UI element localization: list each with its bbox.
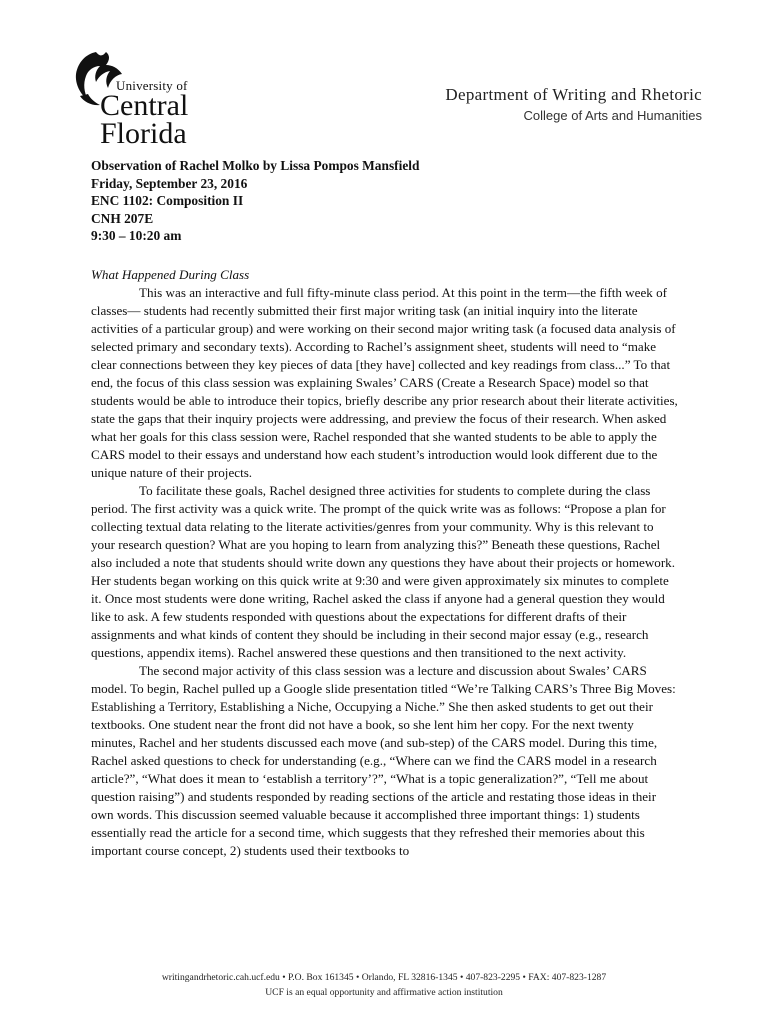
footer-eoe: UCF is an equal opportunity and affirmative action institution [265,987,503,998]
logo-florida: Florida [100,117,187,150]
department-header [445,85,702,123]
document-body [91,266,679,859]
paragraph-3: The second major activity of this class session was a lecture and discussion about Swales’ CARS model. To begin, Rachel pulled up a Google slide presentation titled “We’re Talking CARS’s Three Big Moves: Establishing a Territory, Establishing a Niche, Occupying a Niche.” She then asked students to get out their textbooks. One student near the front did not have a book, so she lent him her copy. For the next twenty minutes, Rachel and her students discussed each move (and sub-step) of the CARS model. During this time, Rachel asked questions to check for understanding (e.g., “Where can we find the CARS model in a research article?”, “What does it mean to ‘establish a territory’?”, “What is a topic generalization?”, “Tell me about question raising”) and students responded by reading sections of the article and restating those ideas in their own words. This discussion seemed valuable because it accomplished three important things: 1) students essentially read the article for a second time, which suggests that they refreshed their memories about this important course concept, 2) students used their textbooks to [91,662,676,858]
ucf-logo [66,48,236,148]
room: CNH 207E [91,210,154,226]
class-time: 9:30 – 10:20 am [91,228,182,244]
logo-central: Central [100,89,189,122]
college-name: College of Arts and Humanities [523,108,702,123]
paragraph-2: To facilitate these goals, Rachel designed three activities for students to complete during the class period. The first activity was a quick write. The prompt of the quick write was as follows: “Propose a plan for collecting textual data relating to the literate activities/genres from your community. Why is this relevant to your research question? What are you hoping to learn from analyzing this?” Beneath these questions, Rachel also included a note that students should write down any questions they have about their projects or homework. Her students began working on this quick write at 9:30 and were given approximately six minutes to complete it. Once most students were done writing, Rachel asked the class if anyone had a general question they would like to ask. A few students responded with questions about the expectations for different drafts of their assignments and what kinds of content they should be including in their second major essay (e.g., research questions, appendix items). Rachel answered these questions and then transitioned to the next activity. [91,482,676,660]
footer-contact: writingandrhetoric.cah.ucf.edu • P.O. Box 161345 • Orlando, FL 32816-1345 • 407-823-2295 • FAX: 407-823-1287 [161,972,607,983]
section-title: What Happened During Class [91,267,250,282]
observation-date: Friday, September 23, 2016 [91,175,248,191]
observation-title: Observation of Rachel Molko by Lissa Pompos Mansfield [91,158,420,173]
logo-university-of: University of [116,78,188,93]
page-footer [0,970,768,1000]
department-name: Department of Writing and Rhetoric [445,85,702,104]
observation-heading [91,157,681,245]
paragraph-1: This was an interactive and full fifty-minute class period. At this point in the term—the fifth week of classes— students had recently submitted their first major writing task (an initial inquiry into the literate activities of a particular group) and were working on their second major writing task (a focused data analysis of selected primary and secondary texts). According to Rachel’s assignment sheet, students will need to “make clear connections between they key pieces of data [they have] collected and key readings from class...” To that end, the focus of this class session was explaining Swales’ CARS (Create a Research Space) model so that students would be able to introduce their topics, briefly describe any prior research about their literate activities, state the gaps that their inquiry projects were addressing, and preview the focus of their research. When asked what her goals for this class session were, Rachel responded that she wanted students to be able to apply the CARS model to their essays and understand how each student’s introduction would look different due to the unique nature of their projects. [91,284,678,480]
course-name: ENC 1102: Composition II [91,193,244,209]
